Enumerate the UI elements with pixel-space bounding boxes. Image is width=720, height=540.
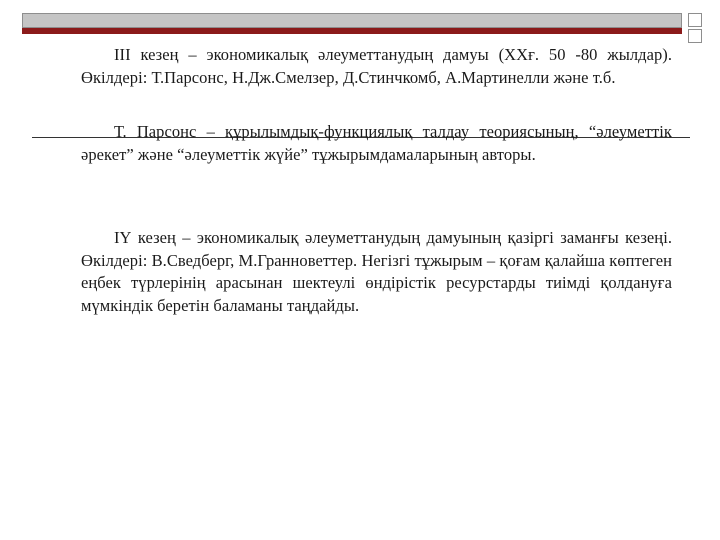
header-bar xyxy=(22,13,682,28)
header-corner-box-bottom xyxy=(688,29,702,43)
header-accent-line xyxy=(22,28,682,34)
paragraph-parsons: Т. Парсонс – құрылымдық-функциялық талдау теориясының, “әлеуметтік әрекет” және “әлеуметтік жүйе” тұжырымдамаларының авторы. xyxy=(81,122,672,164)
paragraph-stage-3: ІІІ кезең – экономикалық әлеуметтанудың дамуы (ХХғ. 50 -80 жылдар). Өкілдері: Т.Парсонс, Н.Дж.Смелзер, Д.Стинчкомб, А.Мартинелли және т.б. xyxy=(81,45,672,87)
paragraph-stage-4: ІҮ кезең – экономикалық әлеуметтанудың дамуының қазіргі заманғы кезеңі. Өкілдері: В.Сведберг, М.Гранноветтер. Негізгі тұжырым – қоғам қалайша көптеген еңбек түрлерінің арасынан шектеулі өндірістік ресурстарды тиімді қолдануға мүмкіндік беретін баламаны таңдайды. xyxy=(81,228,672,315)
header-corner-box-top xyxy=(688,13,702,27)
